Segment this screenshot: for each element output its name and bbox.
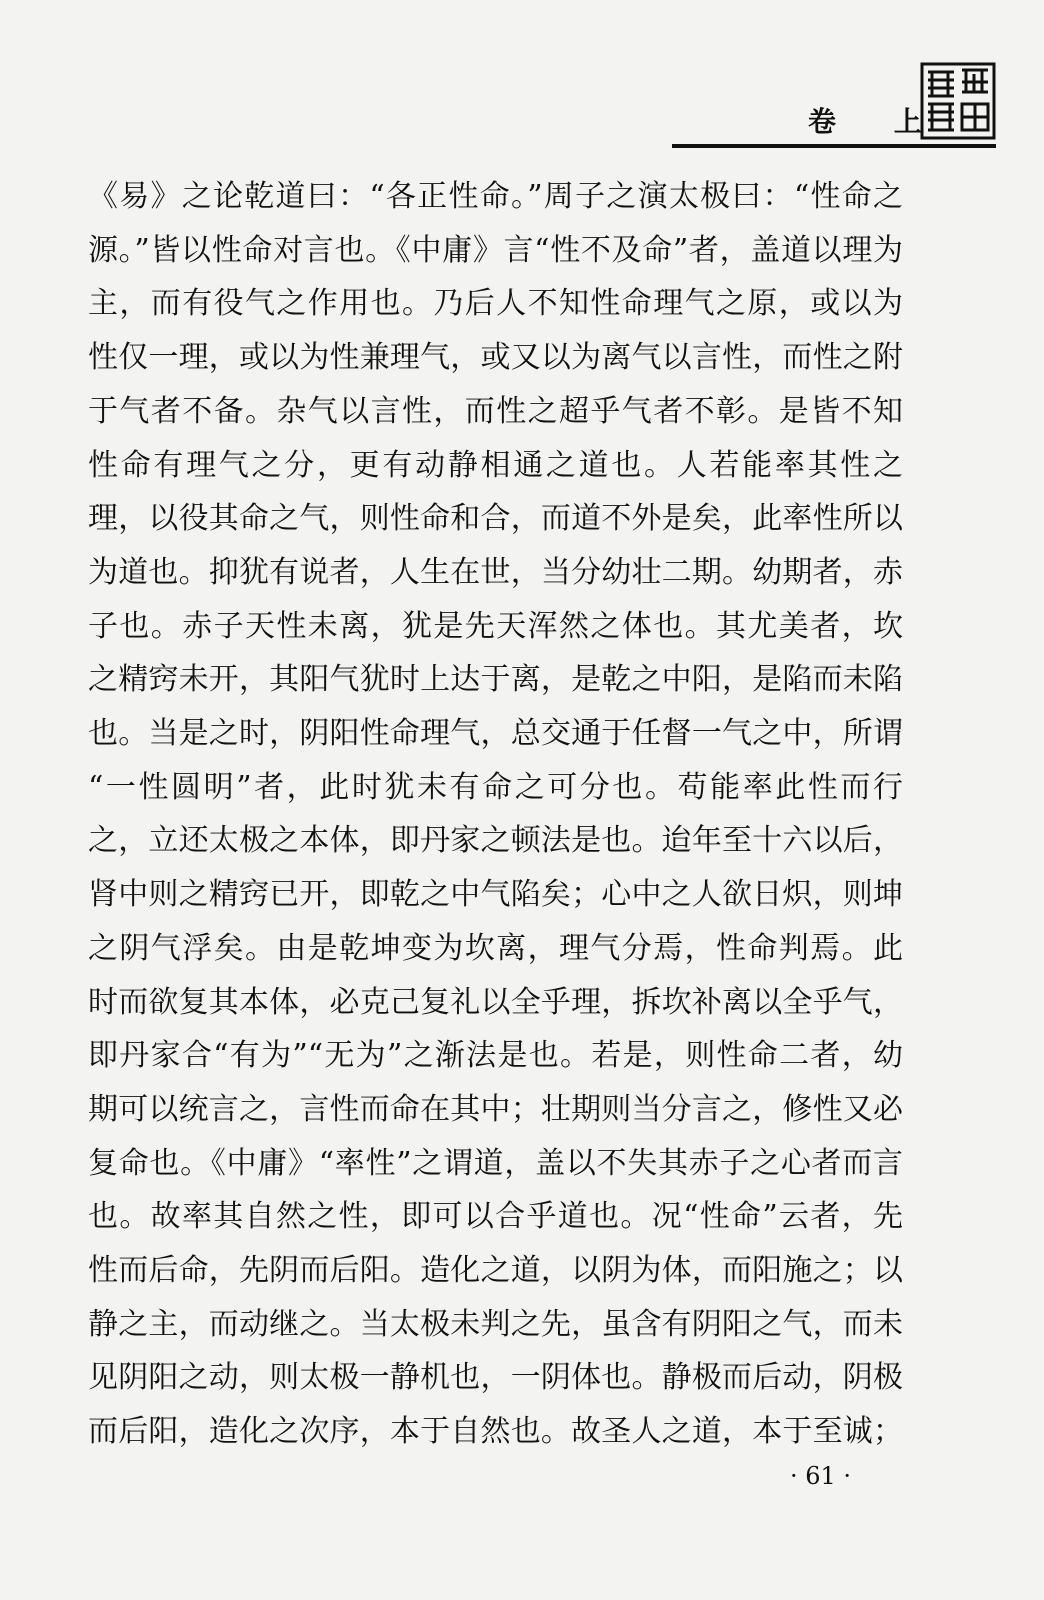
text-line: 也。当是之时，阴阳性命理气，总交通于任督一气之中，所谓 bbox=[88, 716, 903, 752]
page-number: · 61 · bbox=[790, 1462, 852, 1490]
text-line: 源。”皆以性命对言也。《中庸》言“性不及命”者，盖道以理为 bbox=[88, 232, 903, 268]
text-line: 性而后命，先阴而后阳。造化之道，以阴为体，而阳施之；以 bbox=[88, 1253, 903, 1289]
text-line: 肾中则之精窍已开，即乾之中气陷矣；心中之人欲日炽，则坤 bbox=[88, 877, 903, 913]
text-line: 之精窍未开，其阳气犹时上达于离，是乾之中阳，是陷而未陷 bbox=[88, 662, 903, 698]
text-line: 而后阳，造化之次序，本于自然也。故圣人之道，本于至诚； bbox=[88, 1414, 903, 1450]
text-line: 见阴阳之动，则太极一静机也，一阴体也。静极而后动，阴极 bbox=[88, 1360, 903, 1396]
text-line: 为道也。抑犹有说者，人生在世，当分幼壮二期。幼期者，赤 bbox=[88, 554, 903, 590]
text-line: 理，以役其命之气，则性命和合，而道不外是矣，此率性所以 bbox=[88, 501, 903, 537]
text-line: 即丹家合“有为”“无为”之渐法是也。若是，则性命二者，幼 bbox=[88, 1038, 903, 1074]
text-line: “一性圆明”者，此时犹未有命之可分也。苟能率此性而行 bbox=[88, 769, 903, 805]
header-rule bbox=[672, 144, 996, 148]
text-line: 之，立还太极之本体，即丹家之顿法是也。迨年至十六以后， bbox=[88, 823, 903, 859]
text-line: 静之主，而动继之。当太极未判之先，虽含有阴阳之气，而未 bbox=[88, 1306, 903, 1342]
volume-label: 卷 上 bbox=[808, 105, 946, 138]
text-line: 性仅一理，或以为性兼理气，或又以为离气以言性，而性之附 bbox=[88, 340, 903, 376]
text-line: 主，而有役气之作用也。乃后人不知性命理气之原，或以为 bbox=[88, 286, 903, 322]
text-line: 复命也。《中庸》“率性”之谓道，盖以不失其赤子之心者而言 bbox=[88, 1145, 903, 1181]
text-line: 时而欲复其本体，必克己复礼以全乎理，拆坎补离以全乎气， bbox=[88, 984, 903, 1020]
text-line: 期可以统言之，言性而命在其中；壮期则当分言之，修性又必 bbox=[88, 1091, 903, 1127]
text-line: 之阴气浮矣。由是乾坤变为坎离，理气分焉，性命判焉。此 bbox=[88, 930, 903, 966]
body-text bbox=[88, 170, 903, 1459]
text-line: 《易》之论乾道曰：“各正性命。”周子之演太极曰：“性命之 bbox=[88, 179, 903, 214]
text-line: 子也。赤子天性未离，犹是先天浑然之体也。其尤美者，坎 bbox=[88, 608, 903, 644]
text-line: 性命有理气之分，更有动静相通之道也。人若能率其性之 bbox=[88, 447, 903, 483]
text-line: 于气者不备。杂气以言性，而性之超乎气者不彰。是皆不知 bbox=[88, 393, 903, 429]
text-line: 也。故率其自然之性，即可以合乎道也。况“性命”云者，先 bbox=[88, 1199, 903, 1235]
page-header bbox=[0, 60, 1044, 160]
